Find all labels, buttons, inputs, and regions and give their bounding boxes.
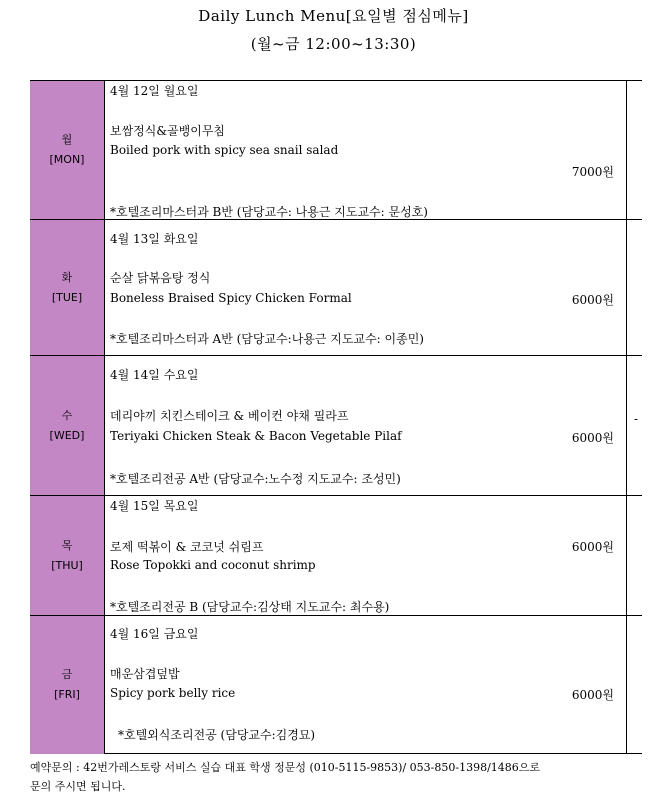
menu-name-english: Boneless Braised Spicy Chicken Formal bbox=[110, 291, 352, 305]
menu-row-mon bbox=[30, 81, 642, 219]
footer-line: 문의 주시면 됩니다. bbox=[30, 780, 126, 793]
menu-name-korean: 로제 떡볶이 & 코코넛 쉬림프 bbox=[110, 540, 264, 554]
column-divider bbox=[626, 81, 627, 753]
menu-name-korean: 매운삼겹덮밥 bbox=[110, 667, 180, 681]
menu-row-fri bbox=[30, 615, 642, 754]
day-korean: 화 bbox=[61, 271, 73, 284]
menu-price: 6000원 bbox=[571, 431, 614, 445]
menu-note: *호텔조리전공 A반 (담당교수:노수정 지도교수: 조성민) bbox=[110, 472, 401, 486]
menu-date: 4월 15일 목요일 bbox=[110, 499, 199, 513]
menu-price: 6000원 bbox=[571, 540, 614, 554]
menu-date: 4월 13일 화요일 bbox=[110, 232, 199, 246]
day-cell bbox=[30, 496, 104, 616]
menu-details bbox=[104, 496, 626, 616]
menu-row-tue bbox=[30, 219, 642, 356]
day-english: [THU] bbox=[51, 559, 83, 572]
menu-date: 4월 16일 금요일 bbox=[110, 627, 199, 641]
menu-details bbox=[104, 356, 626, 496]
menu-name-korean: 보쌈정식&골뱅이무침 bbox=[110, 124, 226, 138]
menu-details bbox=[104, 220, 626, 356]
menu-table bbox=[30, 80, 642, 754]
menu-details bbox=[104, 81, 626, 219]
menu-note: *호텔조리전공 B (담당교수:김상태 지도교수: 최수용) bbox=[110, 600, 390, 614]
menu-price: 7000원 bbox=[571, 165, 614, 179]
menu-title: Daily Lunch Menu[요일별 점심메뉴] bbox=[198, 7, 469, 25]
side-mark: - bbox=[634, 412, 639, 426]
day-english: [MON] bbox=[49, 153, 85, 166]
menu-name-english: Spicy pork belly rice bbox=[110, 686, 236, 700]
menu-name-korean: 데리야끼 치킨스테이크 & 베이컨 야채 필라프 bbox=[110, 409, 349, 423]
day-english: [FRI] bbox=[54, 688, 80, 701]
service-hours: (월~금 12:00~13:30) bbox=[250, 35, 417, 53]
day-english: [WED] bbox=[49, 429, 85, 442]
column-divider bbox=[104, 81, 105, 753]
day-korean: 수 bbox=[61, 409, 73, 422]
menu-price: 6000원 bbox=[571, 293, 614, 307]
menu-note: *호텔외식조리전공 (담당교수:김경묘) bbox=[118, 728, 316, 742]
day-english: [TUE] bbox=[51, 291, 83, 304]
day-cell bbox=[30, 356, 104, 496]
menu-row-thu bbox=[30, 495, 642, 616]
menu-name-korean: 순살 닭볶음탕 정식 bbox=[110, 271, 211, 285]
menu-name-english: Boiled pork with spicy sea snail salad bbox=[110, 143, 339, 157]
menu-name-english: Teriyaki Chicken Steak & Bacon Vegetable Pilaf bbox=[110, 429, 402, 443]
menu-details bbox=[104, 616, 626, 754]
day-cell bbox=[30, 616, 104, 754]
menu-date: 4월 12일 월요일 bbox=[110, 84, 199, 98]
menu-price: 6000원 bbox=[571, 688, 614, 702]
menu-row-wed bbox=[30, 355, 642, 496]
menu-date: 4월 14일 수요일 bbox=[110, 368, 199, 382]
day-cell bbox=[30, 220, 104, 356]
footer-line: 예약문의 : 42번가레스토랑 서비스 실습 대표 학생 정문성 (010-5115-9853)/ 053-850-1398/1486으로 bbox=[30, 761, 541, 774]
day-korean: 목 bbox=[61, 539, 73, 552]
day-korean: 월 bbox=[61, 133, 73, 146]
menu-note: *호텔조리마스터과 A반 (담당교수:나용근 지도교수: 이종민) bbox=[110, 332, 424, 346]
day-korean: 금 bbox=[61, 668, 73, 681]
menu-name-english: Rose Topokki and coconut shrimp bbox=[110, 558, 316, 572]
day-cell bbox=[30, 81, 104, 219]
reservation-note bbox=[30, 758, 540, 796]
menu-note: *호텔조리마스터과 B반 (담당교수: 나용근 지도교수: 문성호) bbox=[110, 205, 428, 219]
